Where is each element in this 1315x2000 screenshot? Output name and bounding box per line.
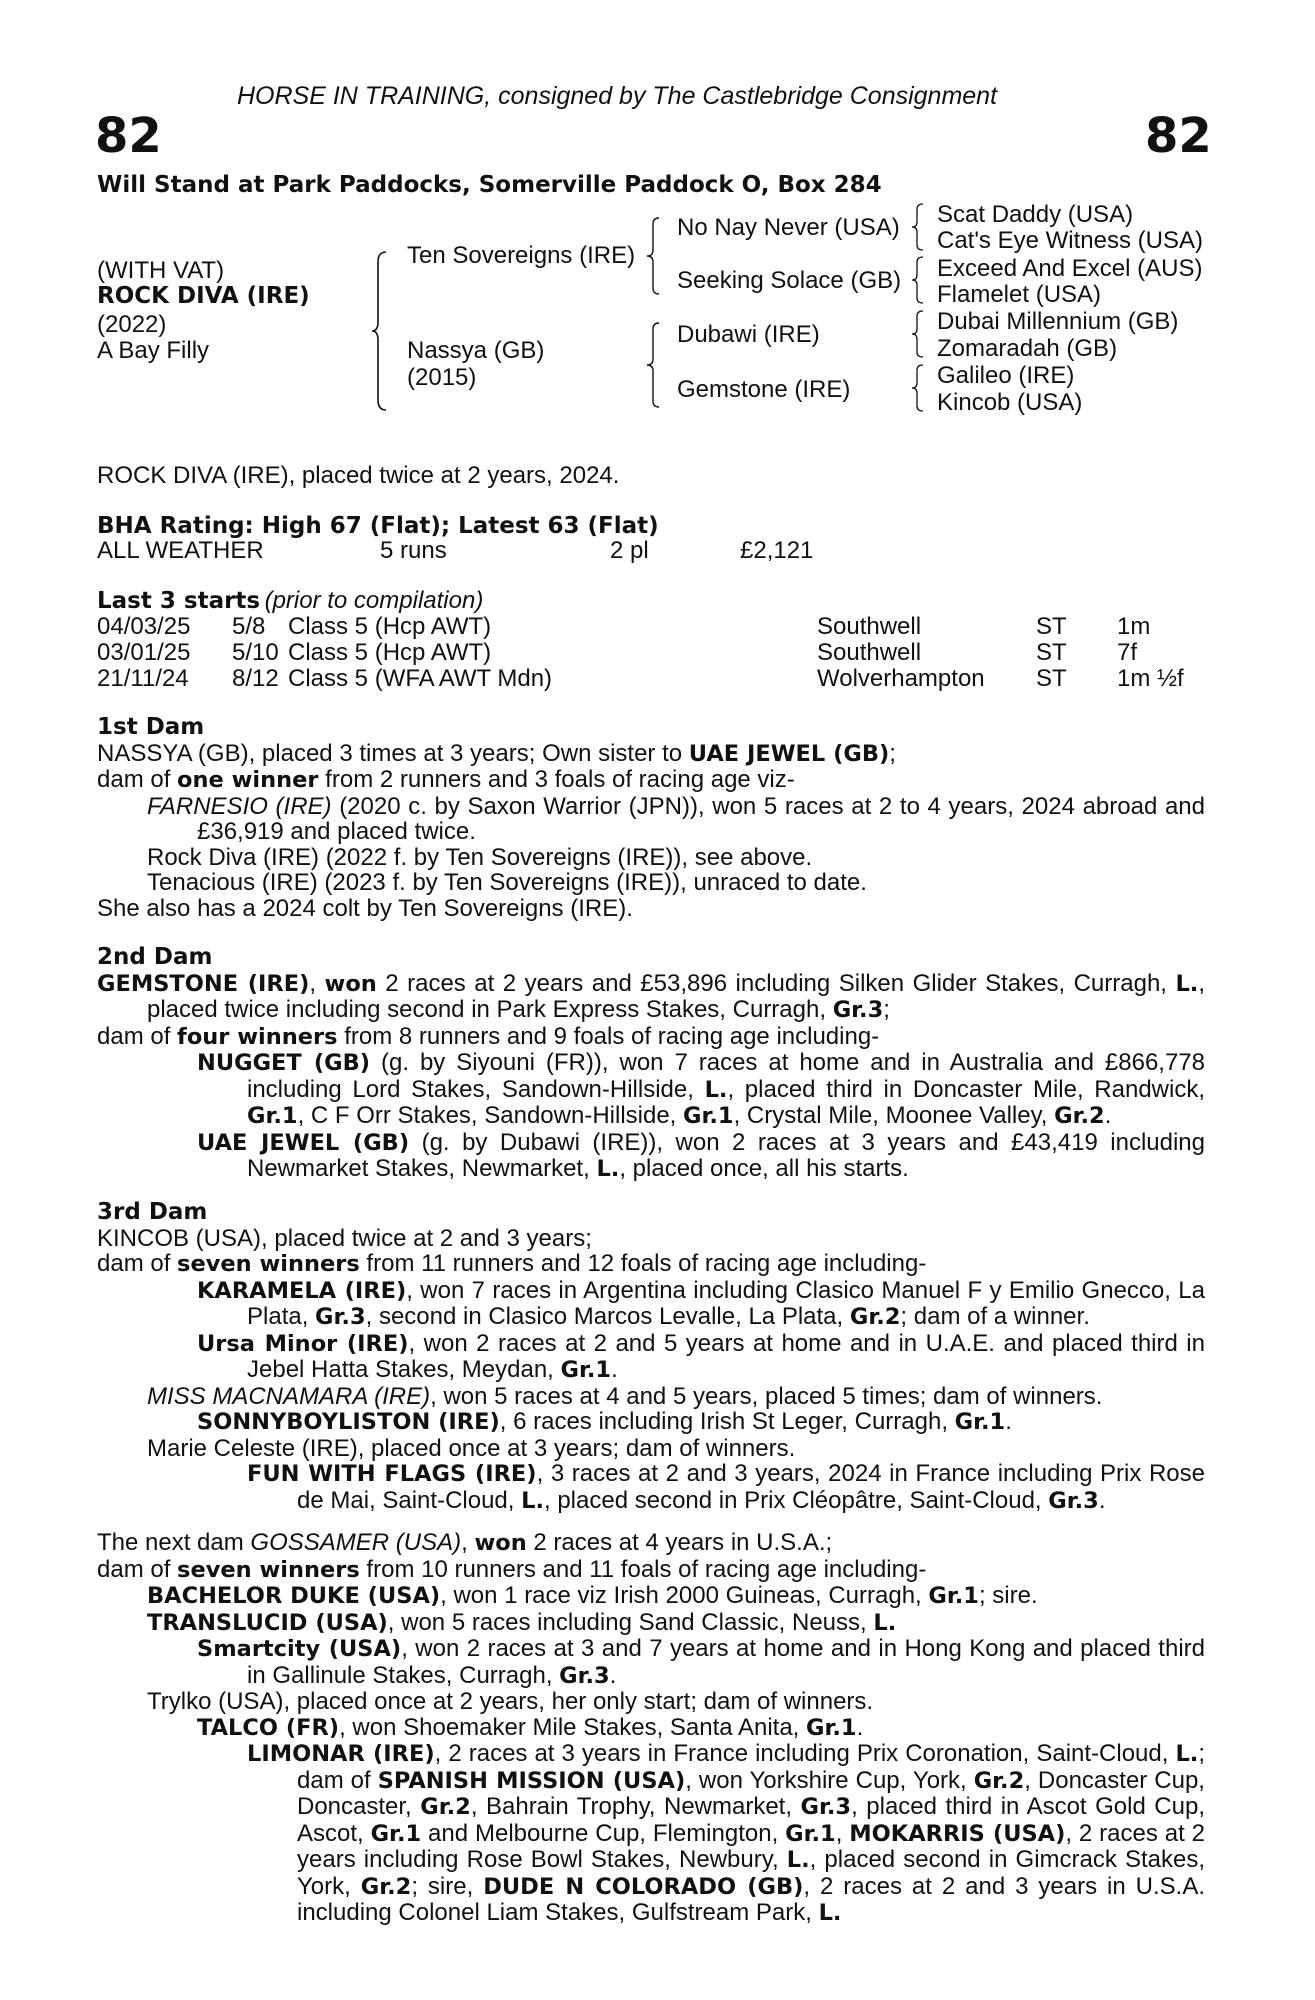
text-run: dam of bbox=[97, 1555, 178, 1583]
start-race: Class 5 (Hcp AWT) bbox=[288, 639, 492, 666]
produce-entry: Rock Diva (IRE) (2022 f. by Ten Sovereigns (IRE)), see above. bbox=[147, 843, 813, 871]
text-run: , placed twice including second in Park Express Stakes, Curragh, bbox=[147, 969, 1205, 1023]
text-run: Gr.1 bbox=[928, 1583, 979, 1609]
text-run: . bbox=[611, 1356, 618, 1383]
text-run: . bbox=[1104, 1102, 1112, 1129]
text-run: ; bbox=[883, 996, 890, 1023]
start-going: ST bbox=[1036, 665, 1067, 692]
text-run: SONNYBOYLISTON (IRE) bbox=[197, 1409, 500, 1435]
text-run: NUGGET (GB) bbox=[197, 1050, 371, 1076]
text-run: Gr.2 bbox=[420, 1794, 471, 1820]
text-run: , won 7 races in Argentina including Clasico Manuel F y Emilio Gnecco, La Plata, bbox=[247, 1276, 1205, 1330]
dam-sire-sire: Dubai Millennium (GB) bbox=[937, 308, 1179, 335]
start-race: Class 5 (WFA AWT Mdn) bbox=[288, 665, 553, 692]
grand-produce-entry bbox=[97, 1409, 1205, 1436]
text-run: . bbox=[609, 1661, 617, 1689]
text-run: Gr.1 bbox=[560, 1357, 612, 1383]
text-run: (2020 c. by Saxon Warrior (JPN)), won 5 races at 2 to 4 years, 2024 abroad and £36,919 and placed twice. bbox=[197, 792, 1205, 845]
sire-sire-sire: Scat Daddy (USA) bbox=[937, 201, 1134, 228]
text-run: . bbox=[856, 1713, 864, 1741]
dam-dam-dam: Kincob (USA) bbox=[937, 389, 1083, 416]
produce-entry bbox=[97, 1636, 1205, 1689]
text-run: Gr.3 bbox=[315, 1304, 366, 1330]
text-run: Ursa Minor (IRE) bbox=[197, 1330, 409, 1357]
text-run: , second in Clasico Marcos Levalle, La Plata, bbox=[365, 1303, 850, 1330]
text-run: one winner bbox=[177, 767, 319, 793]
text-run: L. bbox=[596, 1156, 620, 1182]
produce-entry: Trylko (USA), placed once at 2 years, her only start; dam of winners. bbox=[147, 1688, 874, 1715]
text-run: seven winners bbox=[177, 1251, 360, 1277]
dam-sire-dam: Zomaradah (GB) bbox=[937, 335, 1118, 362]
text-run: . bbox=[1005, 1408, 1012, 1435]
first-dam-section bbox=[97, 715, 1205, 921]
start-distance: 1m ½f bbox=[1117, 665, 1184, 692]
text-run: , 2 races at 2 years including Rose Bowl Stakes, Newbury, bbox=[297, 1819, 1205, 1873]
rating-surface: ALL WEATHER bbox=[97, 537, 264, 564]
start-position: 5/8 bbox=[232, 613, 266, 640]
text-run: , won Yorkshire Cup, York, bbox=[685, 1766, 974, 1794]
text-run: Gr.3 bbox=[1048, 1487, 1099, 1514]
pedigree-brace-main bbox=[372, 252, 392, 410]
text-run: L. bbox=[1175, 1741, 1199, 1767]
text-run: 2 races at 2 years and £53,896 including Silken Glider Stakes, Curragh, bbox=[376, 969, 1176, 997]
produce-entry: Tenacious (IRE) (2023 f. by Ten Sovereigns (IRE)), unraced to date. bbox=[147, 869, 867, 896]
start-date: 03/01/25 bbox=[97, 639, 191, 666]
sire-dam-sire: Exceed And Excel (AUS) bbox=[937, 255, 1203, 282]
text-run: UAE JEWEL (GB) bbox=[197, 1129, 410, 1156]
text-run: dam of bbox=[97, 766, 178, 793]
horse-name: ROCK DIVA (IRE) bbox=[97, 283, 310, 309]
text-run: , won 5 races at 4 and 5 years, placed 5 times; dam of winners. bbox=[430, 1382, 1103, 1410]
text-run: , C F Orr Stakes, Sandown-Hillside, bbox=[297, 1102, 684, 1129]
text-run: , Bahrain Trophy, Newmarket, bbox=[470, 1793, 801, 1820]
text-run: , won Shoemaker Mile Stakes, Santa Anita, bbox=[339, 1713, 807, 1741]
text-run: L. bbox=[521, 1487, 544, 1514]
start-going: ST bbox=[1036, 639, 1067, 666]
second-dam-line bbox=[97, 971, 1205, 1024]
start-course: Wolverhampton bbox=[817, 665, 985, 692]
text-run: ; sire, bbox=[411, 1872, 484, 1900]
race-summary: ROCK DIVA (IRE), placed twice at 2 years, 2024. bbox=[97, 462, 620, 489]
sire-dam: Seeking Solace (GB) bbox=[677, 267, 902, 294]
text-run: ; sire. bbox=[978, 1582, 1038, 1609]
dam-sire: Dubawi (IRE) bbox=[677, 321, 820, 348]
sire-dam-dam: Flamelet (USA) bbox=[937, 281, 1102, 308]
third-dam-section bbox=[97, 1200, 1205, 1514]
text-run: , Crystal Mile, Moonee Valley, bbox=[733, 1102, 1055, 1129]
produce-entry bbox=[97, 1610, 1205, 1637]
dam-year: (2015) bbox=[407, 364, 477, 391]
text-run: , placed third in Doncaster Mile, Randwick, bbox=[727, 1075, 1205, 1103]
text-run: KARAMELA (IRE) bbox=[197, 1277, 407, 1304]
last-starts-title: Last 3 starts bbox=[97, 588, 261, 614]
grand-produce-entry bbox=[97, 1741, 1205, 1927]
dam-name: Nassya (GB) bbox=[407, 337, 545, 364]
consignment-header: HORSE IN TRAINING, consigned by The Castlebridge Consignment bbox=[237, 82, 998, 110]
text-run: , bbox=[461, 1529, 475, 1556]
text-run: from 10 runners and 11 foals of racing age including- bbox=[359, 1555, 927, 1583]
rating-placed: 2 pl bbox=[610, 537, 649, 564]
third-dam-line: KINCOB (USA), placed twice at 2 and 3 years; bbox=[97, 1224, 592, 1252]
first-dam-line bbox=[97, 741, 1205, 768]
pedigree-brace-ss bbox=[912, 204, 926, 250]
text-run: won bbox=[474, 1530, 527, 1556]
lot-number-left: 82 bbox=[95, 108, 162, 164]
stand-location: Will Stand at Park Paddocks, Somerville Paddock O, Box 284 bbox=[97, 172, 882, 198]
grand-produce-entry bbox=[97, 1461, 1205, 1514]
text-run: Gr.2 bbox=[1054, 1103, 1105, 1129]
text-run: GOSSAMER (USA) bbox=[250, 1529, 462, 1556]
start-date: 21/11/24 bbox=[97, 665, 189, 692]
text-run: LIMONAR (IRE) bbox=[247, 1741, 435, 1767]
produce-note: She also has a 2024 colt by Ten Sovereigns (IRE). bbox=[97, 894, 633, 922]
vat-note: (WITH VAT) bbox=[97, 257, 225, 284]
text-run: SPANISH MISSION (USA) bbox=[377, 1767, 686, 1794]
second-dam-title: 2nd Dam bbox=[97, 944, 213, 970]
pedigree-brace-sd bbox=[912, 257, 926, 303]
text-run: from 8 runners and 9 foals of racing age including- bbox=[337, 1022, 880, 1050]
text-run: , bbox=[309, 969, 325, 997]
start-course: Southwell bbox=[817, 639, 922, 666]
dam-dam: Gemstone (IRE) bbox=[677, 376, 851, 403]
horse-description: A Bay Filly bbox=[97, 337, 210, 364]
text-run: L. bbox=[818, 1900, 842, 1926]
text-run: (g. by Dubawi (IRE)), won 2 races at 3 years and £43,419 including Newmarket Stakes, Newmarket, bbox=[247, 1128, 1206, 1182]
text-run: Gr.1 bbox=[806, 1714, 857, 1741]
start-course: Southwell bbox=[817, 613, 922, 640]
fourth-dam-produce-line bbox=[97, 1557, 1205, 1584]
text-run: , placed third in Ascot Gold Cup, Ascot, bbox=[297, 1793, 1205, 1847]
text-run: seven winners bbox=[177, 1556, 360, 1583]
text-run: four winners bbox=[177, 1023, 338, 1050]
text-run: BACHELOR DUKE (USA) bbox=[147, 1583, 441, 1609]
start-distance: 1m bbox=[1117, 613, 1151, 640]
start-distance: 7f bbox=[1117, 639, 1138, 666]
lot-number-right: 82 bbox=[1145, 108, 1212, 164]
text-run: from 2 runners and 3 foals of racing age viz- bbox=[318, 766, 795, 793]
text-run: Gr.3 bbox=[800, 1794, 852, 1820]
pedigree-brace-dam bbox=[647, 323, 663, 407]
text-run: FARNESIO (IRE) bbox=[147, 792, 332, 820]
rating-prize: £2,121 bbox=[740, 537, 814, 564]
third-dam-title: 3rd Dam bbox=[97, 1199, 208, 1225]
grand-produce-entry bbox=[97, 1715, 1205, 1742]
produce-entry: Marie Celeste (IRE), placed once at 3 years; dam of winners. bbox=[147, 1434, 796, 1462]
text-run: , bbox=[835, 1819, 850, 1847]
rating-runs: 5 runs bbox=[380, 537, 447, 564]
text-run: Gr.2 bbox=[849, 1304, 901, 1330]
start-position: 5/10 bbox=[232, 639, 279, 666]
horse-year: (2022) bbox=[97, 311, 167, 338]
text-run: Gr.1 bbox=[370, 1820, 422, 1847]
start-position: 8/12 bbox=[232, 665, 279, 692]
text-run: . bbox=[1098, 1486, 1106, 1514]
text-run: GEMSTONE (IRE) bbox=[97, 970, 310, 997]
text-run: , Doncaster Cup, Doncaster, bbox=[297, 1766, 1205, 1820]
text-run: MOKARRIS (USA) bbox=[849, 1820, 1066, 1847]
text-run: L. bbox=[786, 1847, 810, 1873]
text-run: Gr.1 bbox=[785, 1820, 836, 1847]
third-dam-produce-line bbox=[97, 1251, 1205, 1278]
text-run: , won 2 races at 3 and 7 years at home and in Hong Kong and placed third in Gallinule Stakes, Curragh, bbox=[247, 1635, 1205, 1689]
sire-sire: No Nay Never (USA) bbox=[677, 214, 900, 241]
text-run: L. bbox=[704, 1076, 728, 1103]
text-run: FUN WITH FLAGS (IRE) bbox=[247, 1461, 537, 1487]
produce-entry bbox=[97, 1384, 1205, 1410]
first-dam-produce-line bbox=[97, 767, 1205, 794]
text-run: , won 1 race viz Irish 2000 Guineas, Curragh, bbox=[440, 1582, 929, 1609]
text-run: , 6 races including Irish St Leger, Curragh, bbox=[499, 1408, 955, 1435]
sire-sire-dam: Cat's Eye Witness (USA) bbox=[937, 227, 1203, 254]
text-run: , placed second in Gimcrack Stakes, York, bbox=[297, 1846, 1206, 1900]
text-run: L. bbox=[1175, 970, 1199, 997]
first-dam-title: 1st Dam bbox=[97, 714, 205, 740]
text-run: Smartcity (USA) bbox=[197, 1636, 402, 1662]
produce-entry bbox=[97, 1050, 1205, 1130]
produce-entry bbox=[97, 1278, 1205, 1331]
text-run: UAE JEWEL (GB) bbox=[688, 740, 890, 767]
text-run: The next dam bbox=[97, 1529, 251, 1556]
text-run: , placed once, all his starts. bbox=[619, 1155, 909, 1182]
text-run: , won 5 races including Sand Classic, Neuss, bbox=[387, 1608, 874, 1636]
text-run: L. bbox=[873, 1609, 897, 1636]
text-run: , won 2 races at 2 and 5 years at home and in U.A.E. and placed third in Jebel Hatta Stakes, Meydan, bbox=[247, 1329, 1205, 1383]
pedigree-brace-sire bbox=[647, 218, 663, 294]
text-run: TALCO (FR) bbox=[197, 1714, 340, 1741]
text-run: (g. by Siyouni (FR)), won 7 races at home and in Australia and £866,778 including Lord Stakes, Sandown-Hillside, bbox=[247, 1049, 1206, 1103]
text-run: from 11 runners and 12 foals of racing age including- bbox=[359, 1250, 927, 1277]
text-run: won bbox=[324, 970, 377, 997]
text-run: and Melbourne Cup, Flemington, bbox=[421, 1819, 786, 1847]
text-run: 2 races at 4 years in U.S.A.; bbox=[526, 1529, 833, 1556]
text-run: ; bbox=[889, 739, 896, 767]
dam-dam-sire: Galileo (IRE) bbox=[937, 362, 1075, 389]
text-run: Gr.1 bbox=[954, 1409, 1006, 1435]
text-run: dam of bbox=[97, 1250, 178, 1277]
last-starts-note: (prior to compilation) bbox=[264, 587, 484, 614]
produce-entry bbox=[97, 1583, 1205, 1610]
text-run: Gr.1 bbox=[683, 1103, 734, 1129]
pedigree-brace-ds bbox=[912, 311, 926, 357]
text-run: NASSYA (GB), placed 3 times at 3 years; Own sister to bbox=[97, 739, 689, 767]
produce-entry bbox=[97, 1130, 1205, 1183]
pedigree-brace-dd bbox=[912, 365, 926, 411]
start-going: ST bbox=[1036, 613, 1067, 640]
second-dam-section bbox=[97, 945, 1205, 1183]
text-run: Gr.2 bbox=[360, 1873, 412, 1900]
start-date: 04/03/25 bbox=[97, 613, 191, 640]
bha-rating: BHA Rating: High 67 (Flat); Latest 63 (Flat) bbox=[97, 513, 659, 539]
second-dam-produce-line bbox=[97, 1024, 1205, 1051]
sire-name: Ten Sovereigns (IRE) bbox=[407, 242, 636, 269]
text-run: MISS MACNAMARA (IRE) bbox=[147, 1382, 431, 1410]
fourth-dam-section bbox=[97, 1530, 1205, 1927]
text-run: ; dam of a winner. bbox=[900, 1303, 1090, 1330]
text-run: TRANSLUCID (USA) bbox=[147, 1609, 388, 1636]
text-run: DUDE N COLORADO (GB) bbox=[483, 1873, 804, 1900]
text-run: dam of bbox=[97, 1022, 178, 1050]
produce-entry bbox=[97, 1331, 1205, 1384]
text-run: Gr.3 bbox=[559, 1662, 610, 1689]
text-run: , 2 races at 2 and 3 years in U.S.A. including Colonel Liam Stakes, Gulfstream Park, bbox=[297, 1872, 1206, 1926]
text-run: ; dam of bbox=[297, 1740, 1206, 1794]
text-run: , 3 races at 2 and 3 years, 2024 in France including Prix Rose de Mai, Saint-Cloud, bbox=[297, 1460, 1206, 1514]
text-run: Gr.2 bbox=[973, 1767, 1025, 1794]
fourth-dam-line bbox=[97, 1530, 1205, 1557]
text-run: Gr.1 bbox=[247, 1103, 298, 1129]
text-run: , 2 races at 3 years in France including Prix Coronation, Saint-Cloud, bbox=[434, 1740, 1176, 1767]
text-run: , placed second in Prix Cléopâtre, Saint-Cloud, bbox=[544, 1486, 1049, 1514]
last-starts-heading bbox=[97, 588, 483, 614]
produce-entry bbox=[97, 794, 1205, 845]
start-race: Class 5 (Hcp AWT) bbox=[288, 613, 492, 640]
text-run: Gr.3 bbox=[832, 997, 884, 1023]
